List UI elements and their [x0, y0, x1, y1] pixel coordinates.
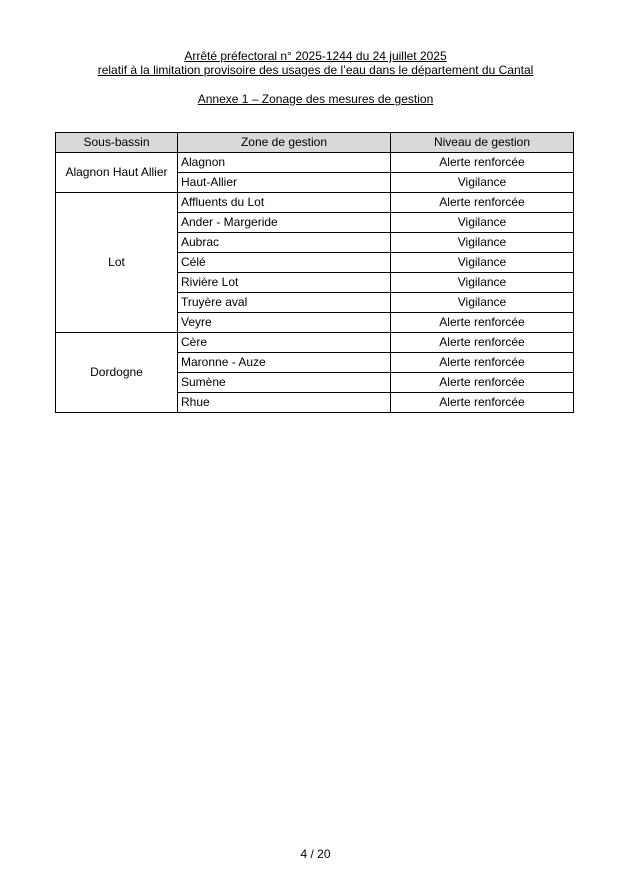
page-number: 4 / 20	[300, 847, 331, 861]
table-row	[56, 193, 574, 213]
sous-bassin-cell: Lot	[56, 193, 178, 333]
niveau-cell: Alerte renforcée	[391, 193, 574, 213]
column-header-zone-de-gestion: Zone de gestion	[178, 133, 391, 153]
zone-cell: Alagnon	[178, 153, 391, 173]
zone-cell: Rivière Lot	[178, 273, 391, 293]
niveau-cell: Alerte renforcée	[391, 353, 574, 373]
niveau-cell: Alerte renforcée	[391, 373, 574, 393]
niveau-cell: Vigilance	[391, 173, 574, 193]
table-row	[56, 333, 574, 353]
niveau-cell: Vigilance	[391, 233, 574, 253]
zone-cell: Rhue	[178, 393, 391, 413]
niveau-cell: Vigilance	[391, 293, 574, 313]
zone-cell: Sumène	[178, 373, 391, 393]
niveau-cell: Alerte renforcée	[391, 333, 574, 353]
zone-cell: Cère	[178, 333, 391, 353]
annex-title: Annexe 1 – Zonage des mesures de gestion	[197, 92, 434, 106]
niveau-cell: Alerte renforcée	[391, 313, 574, 333]
sous-bassin-cell: Dordogne	[56, 333, 178, 413]
zone-cell: Truyère aval	[178, 293, 391, 313]
table-header	[56, 133, 574, 153]
zone-cell: Aubrac	[178, 233, 391, 253]
niveau-cell: Alerte renforcée	[391, 393, 574, 413]
zone-cell: Ander - Margeride	[178, 213, 391, 233]
niveau-cell: Vigilance	[391, 213, 574, 233]
table-body	[56, 153, 574, 413]
zone-cell: Affluents du Lot	[178, 193, 391, 213]
zone-cell: Veyre	[178, 313, 391, 333]
zone-cell: Haut-Allier	[178, 173, 391, 193]
column-header-sous-bassin: Sous-bassin	[56, 133, 178, 153]
niveau-cell: Vigilance	[391, 253, 574, 273]
zone-cell: Célé	[178, 253, 391, 273]
header-row	[56, 133, 574, 153]
zone-cell: Maronne - Auze	[178, 353, 391, 373]
niveau-cell: Alerte renforcée	[391, 153, 574, 173]
document-title: Arrêté préfectoral n° 2025-1244 du 24 juillet 2025	[184, 49, 447, 63]
table-row	[56, 153, 574, 173]
document-subtitle: relatif à la limitation provisoire des usages de l’eau dans le département du Cantal	[97, 63, 534, 77]
sous-bassin-cell: Alagnon Haut Allier	[56, 153, 178, 193]
column-header-niveau-de-gestion: Niveau de gestion	[391, 133, 574, 153]
niveau-cell: Vigilance	[391, 273, 574, 293]
zonage-table	[55, 132, 574, 413]
